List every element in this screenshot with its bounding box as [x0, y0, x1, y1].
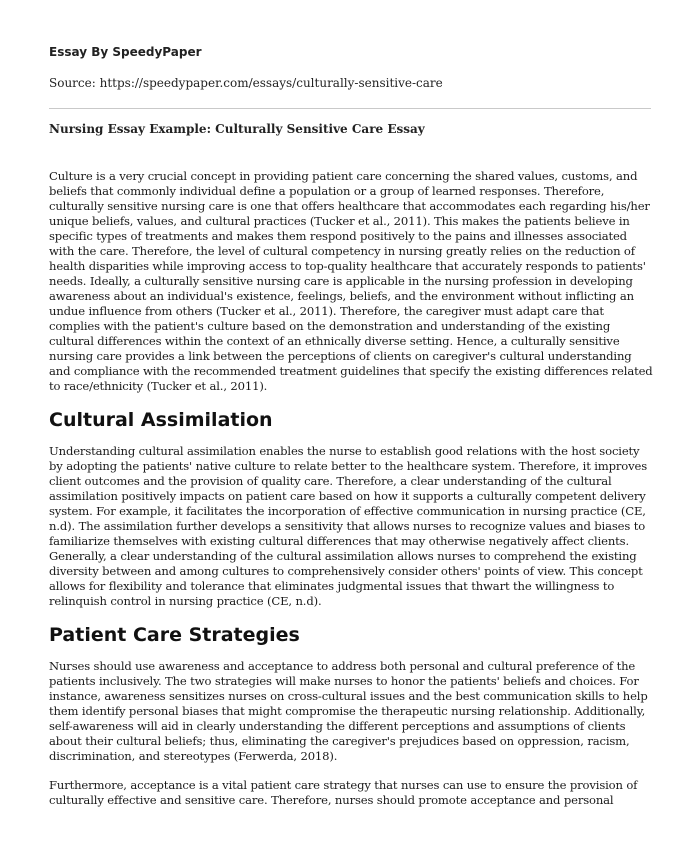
source-label: Source:: [49, 76, 96, 90]
header-divider: [49, 108, 651, 109]
section-heading: Patient Care Strategies: [49, 624, 300, 646]
section-paragraph: Nurses should use awareness and acceptance to address both personal and cultural preference of the patients inclusively. The two strategies will make nurses to honor the patients' beliefs and choices. For instance, awareness sensitizes nurses on cross-cultural issues and the best communication skills to help them identify personal biases that might compromise the therapeutic nursing relationship. Additionally, self-awareness will aid in clearly understanding the different perceptions and assumptions of clients about their cultural beliefs; thus, eliminating the caregiver's prejudices based on oppression, racism, discrimination, and stereotypes (Ferwerda, 2018).: [49, 659, 648, 763]
section-paragraph: Understanding cultural assimilation enables the nurse to establish good relations with the host society by adopting the patients' native culture to relate better to the healthcare system. Therefore, it improves client outcomes and the provision of quality care. Therefore, a clear understanding of the cultural assimilation positively impacts on patient care based on how it supports a culturally competent delivery system. For example, it facilitates the incorporation of effective communication in nursing practice (CE, n.d). The assimilation further develops a sensitivity that allows nurses to recognize values and biases to familiarize themselves with existing cultural differences that may otherwise negatively affect clients. Generally, a clear understanding of the cultural assimilation allows nurses to comprehend the existing diversity between and among cultures to comprehensively consider others' points of view. This concept allows for flexibility and tolerance that eliminates judgmental issues that thwart the willingness to relinquish control in nursing practice (CE, n.d).: [49, 444, 648, 608]
document-header: [49, 0, 653, 91]
essay-body: [49, 169, 653, 822]
source-url: https://speedypaper.com/essays/culturally-sensitive-care: [99, 76, 443, 90]
essay-title: Nursing Essay Example: Culturally Sensitive Care Essay: [49, 122, 425, 136]
brand-title: Essay By SpeedyPaper: [49, 45, 202, 59]
source-line: [49, 75, 653, 91]
intro-paragraph: Culture is a very crucial concept in providing patient care concerning the shared values, customs, and beliefs that commonly individual define a population or a group of learned responses. Therefore, culturally sensitive nursing care is one that offers healthcare that accommodates each regarding his/her unique beliefs, values, and cultural practices (Tucker et al., 2011). This makes the patients believe in specific types of treatments and makes them respond positively to the pains and illnesses associated with the care. Therefore, the level of cultural competency in nursing greatly relies on the reduction of health disparities while improving access to top-quality healthcare that accurately responds to patients' needs. Ideally, a culturally sensitive nursing care is applicable in the nursing profession in developing awareness about an individual's existence, feelings, beliefs, and the environment without inflicting an undue influence from others (Tucker et al., 2011). Therefore, the caregiver must adapt care that complies with the patient's culture based on the demonstration and understanding of the existing cultural differences within the context of an ethnically diverse setting. Hence, a culturally sensitive nursing care provides a link between the perceptions of clients on caregiver's cultural understanding and compliance with the recommended treatment guidelines that specify the existing differences related to race/ethnicity (Tucker et al., 2011).: [49, 169, 653, 393]
section-paragraph: Furthermore, acceptance is a vital patient care strategy that nurses can use to ensure the provision of culturally effective and sensitive care. Therefore, nurses should promote acceptance and personal: [49, 778, 638, 807]
section-heading: Cultural Assimilation: [49, 409, 273, 431]
